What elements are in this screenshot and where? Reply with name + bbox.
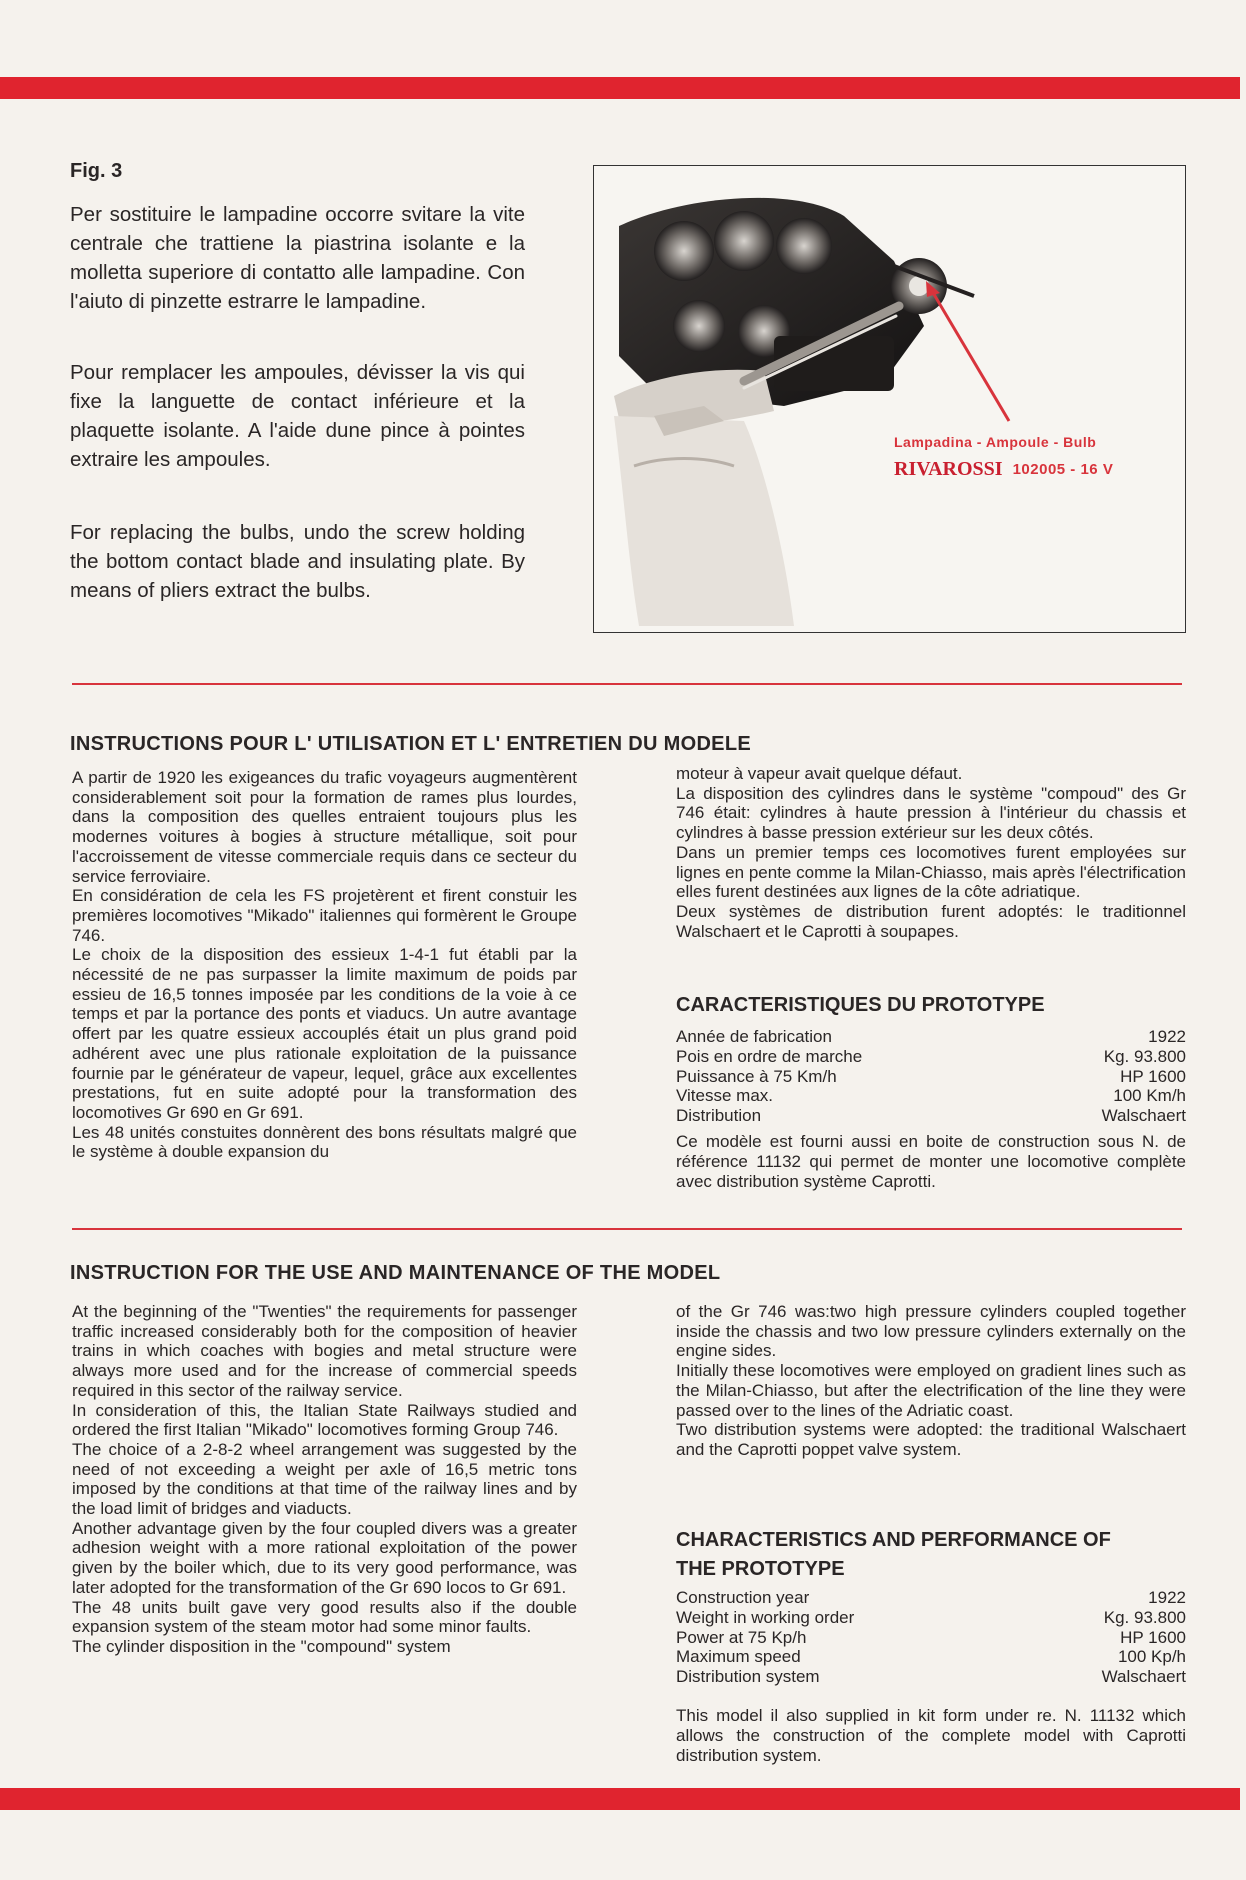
spec-value: Walschaert xyxy=(1101,1667,1186,1687)
english-section-title: INSTRUCTION FOR THE USE AND MAINTENANCE OF THE MODEL xyxy=(70,1262,721,1284)
french-kit-note: Ce modèle est fourni aussi en boite de construction sous N. de référence 11132 qui permet de monter une locomotive complète avec distribution système Caprotti. xyxy=(676,1132,1186,1191)
part-reference xyxy=(894,458,1113,481)
part-code: 102005 - 16 V xyxy=(1012,461,1114,478)
figure-text-italian: Per sostituire le lampadine occorre svitare la vite centrale che trattiene la piastrina isolante e la molletta superiore di contatto alle lampadine. Con l'aiuto di pinzette estrarre le lampadine. xyxy=(70,203,525,313)
french-paragraph: La disposition des cylindres dans le système "compoud" des Gr 746 était: cylindres à haute pression à l'intérieur du chassis et cylindres à basse pression extérieur sur les deux côtés. xyxy=(676,783,1186,843)
english-paragraph: Another advantage given by the four coupled divers was a greater adhesion weight with a more rational exploitation of the power given by the boiler which, due to its very good performance, was later adopted for the transformation of the Gr 690 locos to Gr 691. xyxy=(72,1518,577,1597)
spec-row xyxy=(676,1027,1186,1047)
spec-row xyxy=(676,1106,1186,1126)
english-paragraph: Initially these locomotives were employed on gradient lines such as the Milan-Chiasso, but after the electrification of the line they were passed over to the lines of the Adriatic coast. xyxy=(676,1361,1186,1420)
figure-photo-frame xyxy=(593,165,1186,633)
english-paragraph: Two distribution systems were adopted: the traditional Walschaert and the Caprotti poppet valve system. xyxy=(676,1420,1186,1459)
section-divider-top xyxy=(72,683,1182,685)
spec-row xyxy=(676,1067,1186,1087)
french-paragraph: Deux systèmes de distribution furent adoptés: le traditionnel Walschaert et le Caprotti à soupapes. xyxy=(676,901,1186,941)
english-paragraph: The cylinder disposition in the "compound" system xyxy=(72,1636,451,1656)
english-left-column xyxy=(72,1302,577,1657)
section-divider-middle xyxy=(72,1228,1182,1230)
spec-row xyxy=(676,1647,1186,1667)
spec-label: Puissance à 75 Km/h xyxy=(676,1066,837,1086)
spec-value: Kg. 93.800 xyxy=(1103,1607,1186,1627)
french-paragraph: moteur à vapeur avait quelque défaut. xyxy=(676,764,963,783)
english-paragraph: of the Gr 746 was:two high pressure cylinders coupled together inside the chassis and two low pressure cylinders externally on the engine sides. xyxy=(676,1302,1186,1361)
spec-value: 1922 xyxy=(1148,1027,1186,1046)
french-paragraph: Les 48 unités constuites donnèrent des bons résultats malgré que le système à double expansion du xyxy=(72,1122,577,1162)
french-paragraph: Le choix de la disposition des essieux 1-4-1 fut établi par la nécessité de ne pas surpasser la limite maximum de poids par essieu de 16,5 tonnes imposée par les conditions de la voie à ce temps et par la portance des ponts et viaducs. Un autre avantage offert par les quatre essieux accouplés était un plus grand poid adhérent avec une plus rationale exploitation de la puissance fournie par le générateur de vapeur, lequel, grâce aux excellentes prestations, fut en suite adopté pour la transformation des locomotives Gr 690 en Gr 691. xyxy=(72,945,577,1122)
spec-row xyxy=(676,1588,1186,1608)
spec-value: HP 1600 xyxy=(1120,1627,1186,1647)
spec-value: 100 Km/h xyxy=(1113,1086,1186,1106)
french-paragraph: A partir de 1920 les exigeances du trafic voyageurs augmentèrent considerablement soit pour la formation de rames plus lourdes, dans la composition des quelles entraient toujours plus les modernes voitures à bogies à structure métallique, soit pour l'accroissement de vitesse commerciale requis dans ce secteur du service ferroviaire. xyxy=(72,768,577,886)
spec-label: Année de fabrication xyxy=(676,1027,832,1046)
spec-row xyxy=(676,1628,1186,1648)
figure-label: Fig. 3 xyxy=(70,160,123,182)
top-red-band xyxy=(0,77,1240,99)
spec-value: Walschaert xyxy=(1101,1106,1186,1126)
french-specs-title: CARACTERISTIQUES DU PROTOTYPE xyxy=(676,994,1045,1016)
spec-label: Maximum speed xyxy=(676,1647,801,1667)
spec-value: 1922 xyxy=(1148,1588,1186,1607)
spec-row xyxy=(676,1047,1186,1067)
bottom-red-band xyxy=(0,1788,1240,1810)
spec-value: 100 Kp/h xyxy=(1117,1647,1186,1667)
spec-label: Distribution system xyxy=(676,1667,820,1687)
rivarossi-logo: RIVAROSSI xyxy=(894,458,1003,480)
spec-row xyxy=(676,1608,1186,1628)
spec-label: Construction year xyxy=(676,1588,810,1607)
english-specs-table xyxy=(676,1588,1186,1687)
spec-label: Pois en ordre de marche xyxy=(676,1046,863,1066)
english-paragraph: The choice of a 2-8-2 wheel arrangement was suggested by the need of not exceeding a weight per axle of 16,5 metric tons imposed by the conditions at that time of the railway lines and by the load limit of bridges and viaducts. xyxy=(72,1439,577,1519)
spec-label: Power at 75 Kp/h xyxy=(676,1627,807,1647)
spec-label: Distribution xyxy=(676,1106,762,1126)
french-left-column xyxy=(72,768,577,1162)
bulb-caption: Lampadina - Ampoule - Bulb xyxy=(894,434,1097,450)
locomotive-bulb-photo xyxy=(594,166,1184,631)
figure-text-english: For replacing the bulbs, undo the screw holding the bottom contact blade and insulating plate. By means of pliers extract the bulbs. xyxy=(70,521,525,602)
spec-row xyxy=(676,1086,1186,1106)
english-paragraph: The 48 units built gave very good results also if the double expansion system of the steam motor had some minor faults. xyxy=(72,1597,577,1637)
english-specs-title: CHARACTERISTICS AND PERFORMANCE OF THE PROTOTYPE xyxy=(676,1529,1111,1580)
spec-row xyxy=(676,1667,1186,1687)
spec-label: Weight in working order xyxy=(676,1607,855,1627)
figure-text-french: Pour remplacer les ampoules, dévisser la vis qui fixe la languette de contact inférieure et la plaquette isolante. A l'aide dune pince à pointes extraire les ampoules. xyxy=(70,361,525,471)
spec-value: Kg. 93.800 xyxy=(1103,1046,1186,1066)
french-paragraph: En considération de cela les FS projetèrent et firent constuir les premières locomotives "Mikado" italiennes qui formèrent le Groupe 746. xyxy=(72,886,577,945)
spec-label: Vitesse max. xyxy=(676,1086,774,1106)
english-paragraph: At the beginning of the "Twenties" the requirements for passenger traffic increased considerably both for the composition of heavier trains in which coaches with bogies and metal structure were always more used and for the increase of commercial speeds required in this sector of the railway service. xyxy=(72,1302,577,1400)
spec-value: HP 1600 xyxy=(1120,1066,1186,1086)
english-paragraph: In consideration of this, the Italian State Railways studied and ordered the first Italian "Mikado" locomotives forming Group 746. xyxy=(72,1400,577,1440)
french-paragraph: Dans un premier temps ces locomotives furent employées sur lignes en pente comme la Milan-Chiasso, mais après l'électrification elles furent destinées aux lignes de la côte adriatique. xyxy=(676,842,1186,902)
french-right-column xyxy=(676,764,1186,941)
english-right-column xyxy=(676,1302,1186,1460)
french-section-title: INSTRUCTIONS POUR L' UTILISATION ET L' ENTRETIEN DU MODELE xyxy=(70,733,751,755)
english-kit-note: This model il also supplied in kit form under re. N. 11132 which allows the construction of the complete model with Caprotti distribution system. xyxy=(676,1706,1186,1765)
french-specs-table xyxy=(676,1027,1186,1126)
